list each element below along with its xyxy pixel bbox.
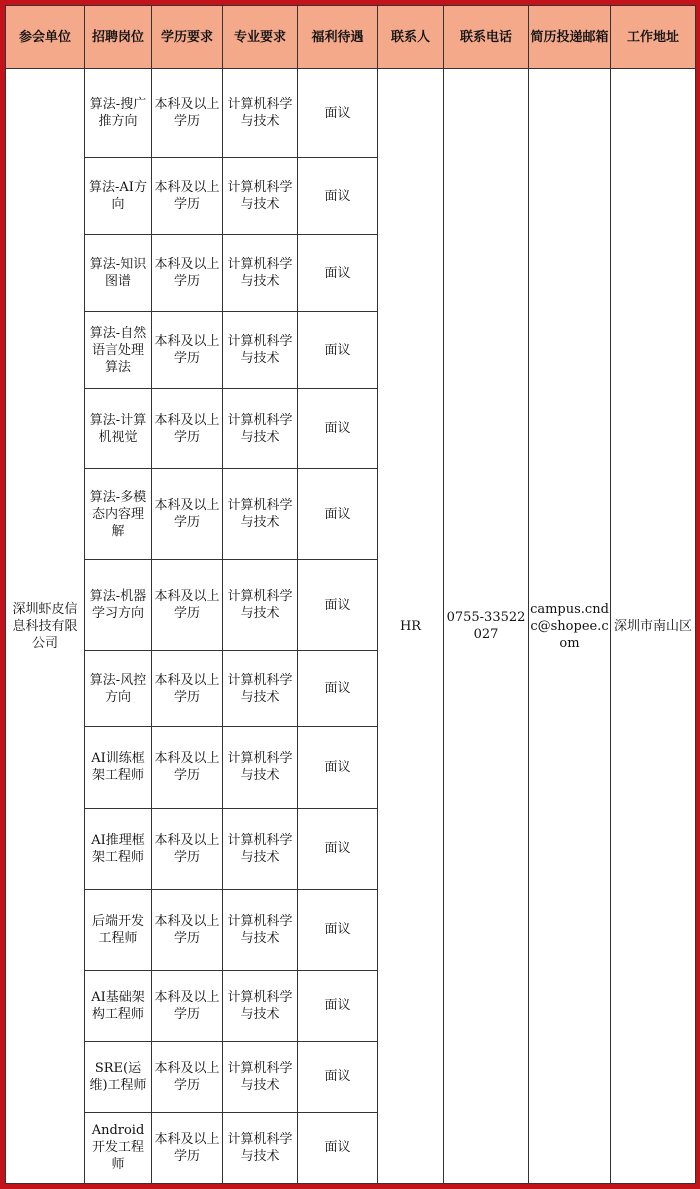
job-table-frame xyxy=(5,5,695,1184)
education-cell: 本科及以上学历 xyxy=(152,389,223,469)
header-contact: 联系人 xyxy=(378,6,444,69)
position-cell: 算法-机器学习方向 xyxy=(85,560,152,651)
major-cell: 计算机科学与技术 xyxy=(223,1041,298,1112)
education-cell: 本科及以上学历 xyxy=(152,158,223,235)
header-benefits: 福利待遇 xyxy=(298,6,378,69)
major-cell: 计算机科学与技术 xyxy=(223,726,298,808)
major-cell: 计算机科学与技术 xyxy=(223,69,298,158)
major-cell: 计算机科学与技术 xyxy=(223,1112,298,1183)
education-cell: 本科及以上学历 xyxy=(152,235,223,312)
contact-cell: HR xyxy=(378,69,444,1184)
position-cell: 算法-风控方向 xyxy=(85,651,152,726)
position-cell: 算法-AI方向 xyxy=(85,158,152,235)
position-cell: 算法-计算机视觉 xyxy=(85,389,152,469)
position-cell: 算法-搜广推方向 xyxy=(85,69,152,158)
header-education: 学历要求 xyxy=(152,6,223,69)
major-cell: 计算机科学与技术 xyxy=(223,560,298,651)
benefits-cell: 面议 xyxy=(298,158,378,235)
address-cell: 深圳市南山区 xyxy=(611,69,696,1184)
email-cell: campus.cndc@shopee.com xyxy=(529,69,611,1184)
major-cell: 计算机科学与技术 xyxy=(223,651,298,726)
education-cell: 本科及以上学历 xyxy=(152,1112,223,1183)
benefits-cell: 面议 xyxy=(298,235,378,312)
education-cell: 本科及以上学历 xyxy=(152,970,223,1041)
job-table xyxy=(5,5,696,1184)
position-cell: 算法-自然语言处理算法 xyxy=(85,312,152,389)
benefits-cell: 面议 xyxy=(298,69,378,158)
benefits-cell: 面议 xyxy=(298,726,378,808)
position-cell: Android开发工程师 xyxy=(85,1112,152,1183)
major-cell: 计算机科学与技术 xyxy=(223,235,298,312)
benefits-cell: 面议 xyxy=(298,889,378,970)
major-cell: 计算机科学与技术 xyxy=(223,970,298,1041)
major-cell: 计算机科学与技术 xyxy=(223,808,298,889)
education-cell: 本科及以上学历 xyxy=(152,651,223,726)
benefits-cell: 面议 xyxy=(298,1041,378,1112)
benefits-cell: 面议 xyxy=(298,469,378,560)
position-cell: AI训练框架工程师 xyxy=(85,726,152,808)
phone-cell: 0755-33522027 xyxy=(444,69,529,1184)
benefits-cell: 面议 xyxy=(298,312,378,389)
benefits-cell: 面议 xyxy=(298,651,378,726)
header-phone: 联系电话 xyxy=(444,6,529,69)
benefits-cell: 面议 xyxy=(298,560,378,651)
header-email: 简历投递邮箱 xyxy=(529,6,611,69)
table-body xyxy=(6,69,696,1184)
table-row xyxy=(6,69,696,158)
major-cell: 计算机科学与技术 xyxy=(223,889,298,970)
header-company: 参会单位 xyxy=(6,6,85,69)
education-cell: 本科及以上学历 xyxy=(152,1041,223,1112)
header-position: 招聘岗位 xyxy=(85,6,152,69)
position-cell: AI基础架构工程师 xyxy=(85,970,152,1041)
header-address: 工作地址 xyxy=(611,6,696,69)
benefits-cell: 面议 xyxy=(298,970,378,1041)
education-cell: 本科及以上学历 xyxy=(152,808,223,889)
education-cell: 本科及以上学历 xyxy=(152,889,223,970)
major-cell: 计算机科学与技术 xyxy=(223,469,298,560)
company-cell: 深圳虾皮信息科技有限公司 xyxy=(6,69,85,1184)
major-cell: 计算机科学与技术 xyxy=(223,312,298,389)
education-cell: 本科及以上学历 xyxy=(152,560,223,651)
benefits-cell: 面议 xyxy=(298,389,378,469)
position-cell: SRE(运维)工程师 xyxy=(85,1041,152,1112)
position-cell: 后端开发工程师 xyxy=(85,889,152,970)
header-major: 专业要求 xyxy=(223,6,298,69)
education-cell: 本科及以上学历 xyxy=(152,69,223,158)
education-cell: 本科及以上学历 xyxy=(152,726,223,808)
major-cell: 计算机科学与技术 xyxy=(223,389,298,469)
benefits-cell: 面议 xyxy=(298,1112,378,1183)
position-cell: 算法-知识图谱 xyxy=(85,235,152,312)
benefits-cell: 面议 xyxy=(298,808,378,889)
position-cell: AI推理框架工程师 xyxy=(85,808,152,889)
position-cell: 算法-多模态内容理解 xyxy=(85,469,152,560)
table-header-row xyxy=(6,6,696,69)
education-cell: 本科及以上学历 xyxy=(152,469,223,560)
major-cell: 计算机科学与技术 xyxy=(223,158,298,235)
education-cell: 本科及以上学历 xyxy=(152,312,223,389)
